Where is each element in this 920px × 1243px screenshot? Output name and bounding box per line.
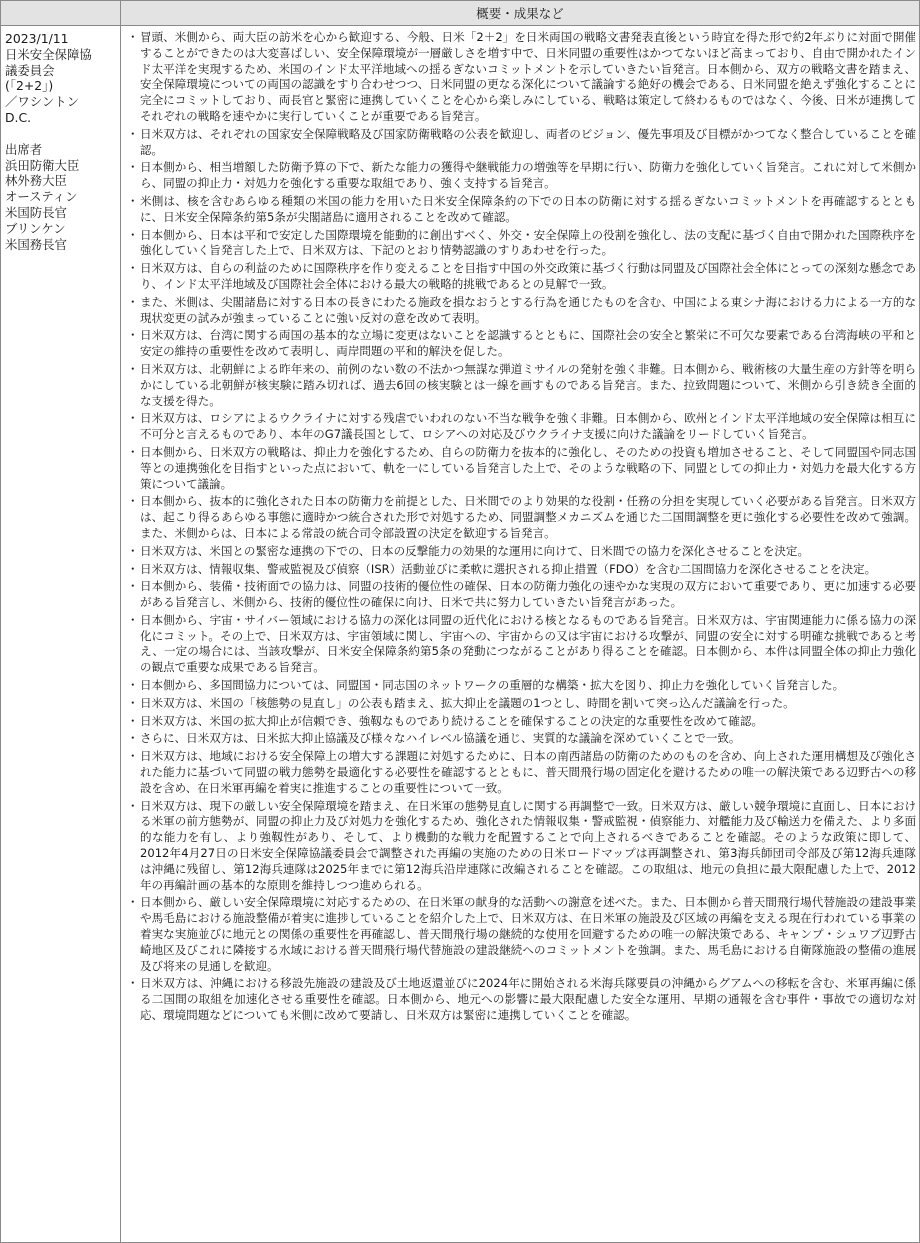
bullet-marker: ・ [127, 976, 139, 991]
meeting-name-line: 日米安全保障協 [5, 46, 92, 62]
summary-item [127, 445, 916, 492]
summary-item [127, 261, 916, 293]
summary-item-text: 日米双方は、それぞれの国家安全保障戦略及び国家防衛戦略の公表を歓迎し、両者のビジョン、優先事項及び目標がかつてなく整合していることを確認。 [140, 126, 916, 157]
summary-item-text: 日米双方は、米国との緊密な連携の下での、日本の反撃能力の効果的な運用に向けて、日米間での協力を深化させることを決定。 [140, 543, 810, 558]
summary-item [127, 544, 916, 560]
meeting-date: 2023/1/11 [5, 31, 69, 46]
bullet-marker: ・ [127, 30, 139, 44]
summary-item-text: 日米双方は、米国の「核態勢の見直し」の公表も踏まえ、拡大抑止を議題の1つとし、時間を割いて突っ込んだ議論を行った。 [140, 695, 795, 710]
bullet-marker: ・ [127, 294, 139, 309]
bullet-marker: ・ [127, 713, 139, 728]
summary-item [127, 362, 916, 409]
bullet-marker: ・ [127, 579, 139, 594]
bullet-marker: ・ [127, 612, 139, 627]
summary-item-text: さらに、日米双方は、日米拡大抑止協議及び様々なハイレベル協議を通じ、実質的な議論を深めていくことで一致。 [140, 731, 741, 746]
bullet-marker: ・ [127, 444, 139, 459]
summary-item-text: 米側は、核を含むあらゆる種類の米国の能力を用いた日米安全保障条約の下での日本の防衛に対する揺るぎないコミットメントを再確認するとともに、日米安全保障条約第5条が尖閣諸島に適用されることを改めて確認。 [140, 193, 916, 224]
summary-item [127, 562, 916, 578]
bullet-marker: ・ [127, 193, 139, 208]
summary-item-text: 日本側から、装備・技術面での協力は、同盟の技術的優位性の確保、日本の防衛力強化の速やかな実現の双方において重要であり、更に加速する必要がある旨発言し、米側から、技術的優位性の確保に向け、日米で共に努力していきたい旨発言があった。 [140, 579, 916, 610]
summary-item [127, 127, 916, 159]
summary-item-text: 日米双方は、米国の拡大抑止が信頼でき、強靱なものであり続けることを確保することの決定的な重要性を改めて確認。 [140, 713, 764, 728]
bullet-marker: ・ [127, 561, 139, 576]
summary-list [127, 30, 916, 1024]
bullet-marker: ・ [127, 160, 139, 175]
bullet-marker: ・ [127, 678, 139, 693]
bullet-marker: ・ [127, 328, 139, 343]
bullet-marker: ・ [127, 261, 139, 276]
summary-item [127, 696, 916, 712]
summary-item-text: 日米双方は、ロシアによるウクライナに対する残虐でいわれのない不当な戦争を強く非難。日本側から、欧州とインド太平洋地域の安全保障は相互に不可分と言えるものであり、本年のG7議長国として、ロシアへの対応及びウクライナ支援に向けた議論をリードしていく旨発言。 [140, 411, 916, 442]
meeting-place-line: ／ワシントン [5, 94, 80, 110]
attendee: 林外務大臣 [5, 173, 67, 189]
summary-item [127, 714, 916, 730]
summary-item-text: 日本側から、抜本的に強化された日本の防衛力を前提とした、日米間でのより効果的な役割・任務の分担を実現していく必要がある旨発言。日米双方は、起こり得るあらゆる事態に適時かつ統合された形で対処するため、同盟調整メカニズムを通じた二国間調整を更に強化する必要性を改めて強調。また、米側からは、日本による常設の統合司令部設置の決定を歓迎する旨発言。 [140, 494, 916, 540]
summary-item-text: 日米双方は、北朝鮮による昨年来の、前例のない数の不法かつ無謀な弾道ミサイルの発射を強く非難。日本側から、戦術核の大量生産の方針等を明らかにしている北朝鮮が核実験に踏み切れば、過去6回の核実験とは一線を画すものである旨発言。また、拉致問題について、米側から引き続き全面的な支援を得た。 [140, 361, 916, 408]
summary-item-text: 日本側から、日本は平和で安定した国際環境を能動的に創出すべく、外交・安全保障上の役割を強化し、法の支配に基づく自由で開かれた国際秩序を強化していく旨発言した上で、日米双方は、下記のとおり情勢認識のすりあわせを行った。 [140, 227, 916, 258]
summary-item [127, 194, 916, 226]
summary-item [127, 295, 916, 327]
bullet-marker: ・ [127, 798, 139, 813]
attendee: ブリンケン [5, 220, 66, 236]
summary-cell [121, 26, 920, 1243]
table-header-row [1, 1, 920, 26]
summary-item [127, 228, 916, 260]
meeting-place-line: D.C. [5, 109, 32, 125]
summary-item [127, 160, 916, 192]
meeting-name-line: (「2+2」) [5, 78, 54, 94]
summary-item-text: 日本側から、日米双方の戦略は、抑止力を強化するため、自らの防衛力を抜本的に強化し、そのための投資も増加させること、そして同盟国や同志国等との連携強化を目指すといった点において、軌を一にしている旨発言した上で、そのような戦略の下、同盟としての抑止力・対処力を最大化する方策について議論。 [140, 444, 916, 491]
summary-item [127, 328, 916, 360]
summary-item-text: 日米双方は、情報収集、警戒監視及び偵察（ISR）活動並びに柔軟に選択される抑止措置（FDO）を含む二国間協力を深化させることを決定。 [140, 561, 877, 576]
summary-item [127, 613, 916, 676]
bullet-marker: ・ [127, 361, 139, 376]
attendee: オースティン [5, 189, 78, 205]
bullet-marker: ・ [127, 126, 139, 141]
summary-item [127, 678, 916, 694]
summary-item [127, 494, 916, 541]
spacer [5, 126, 116, 142]
summary-item [127, 976, 916, 1023]
summary-item-text: また、米側は、尖閣諸島に対する日本の長きにわたる施政を損なおうとする行為を通じたものを含む、中国による東シナ海における力による一方的な現状変更の試みが強まっていることに強い反対の意を改めて表明。 [140, 294, 916, 325]
summary-item [127, 30, 916, 125]
summary-item [127, 579, 916, 611]
header-col-meeting [1, 1, 121, 26]
summary-item [127, 731, 916, 747]
bullet-marker: ・ [127, 543, 139, 558]
summary-item-text: 日米双方は、現下の厳しい安全保障環境を踏まえ、在日米軍の態勢見直しに関する再調整で一致。日米双方は、厳しい競争環境に直面し、日本における米軍の前方態勢が、同盟の抑止力及び対処力を強化するため、強化された情報収集・警戒監視・偵察能力、対艦能力及び輸送力を備えた、より多面的な能力を有し、より強靱性があり、そして、より機動的な戦力を配置することで向上されるべきであることを確認。そのような政策に即して、2012年4月27日の日米安全保障協議委員会で調整された再編の実施のための日米ロードマップは再調整され、第3海兵師団司令部及び第12海兵連隊は沖縄に残留し、第12海兵連隊は2025年までに第12海兵沿岸連隊に改編されることを確認。この取組は、地元の負担に最大限配慮した上で、2012年の再編計画の基本的な原則を維持しつつ進められる。 [140, 798, 916, 892]
attendee: 米国務長官 [5, 236, 67, 252]
bullet-marker: ・ [127, 895, 139, 910]
bullet-marker: ・ [127, 695, 139, 710]
header-col-summary: 概要・成果など [121, 1, 920, 26]
attendees-label: 出席者 [5, 141, 43, 157]
bullet-marker: ・ [127, 227, 139, 242]
bullet-marker: ・ [127, 494, 139, 509]
summary-item-text: 日本側から、相当増額した防衛予算の下で、新たな能力の獲得や継戦能力の増強等を早期に行い、防衛力を強化していく旨発言。これに対して米側から、同盟の抑止力・対処力を強化する重要な取組であり、強く支持する旨発言。 [140, 160, 916, 191]
summary-item-text: 日本側から、厳しい安全保障環境に対応するための、在日米軍の献身的な活動への謝意を述べた。また、日本側から普天間飛行場代替施設の建設事業や馬毛島における施設整備が着実に進捗していることを紹介した上で、日米双方は、在日米軍の施設及び区域の再編を支える現在行われている事業の着実な実施並びに地元との関係の重要性を再確認し、普天間飛行場の継続的な使用を回避するための唯一の解決策である、キャンプ・シュワブ辺野古崎地区及びこれに隣接する水域における普天間飛行場代替施設の建設継続へのコミットメントを強調。また、馬毛島における自衛隊施設の整備の進展及び将来の見通しを歓迎。 [140, 895, 916, 973]
summary-item-text: 日米双方は、地域における安全保障上の増大する課題に対処するために、日本の南西諸島の防衛のためのものを含め、向上された運用構想及び強化された能力に基づいて同盟の戦力態勢を最適化する必要性を確認するとともに、普天間飛行場の固定化を避けるための唯一の解決策である辺野古への移設を含め、在日米軍再編を着実に推進することの重要性について一致。 [140, 749, 916, 795]
attendee: 浜田防衛大臣 [5, 157, 80, 173]
attendee: 米国防長官 [5, 204, 67, 220]
meeting-name-line: 議委員会 [5, 62, 55, 78]
meeting-info-cell [1, 26, 121, 1243]
summary-item-text: 日米双方は、台湾に関する両国の基本的な立場に変更はないことを認識するとともに、国際社会の安全と繁栄に不可欠な要素である台湾海峡の平和と安定の維持の重要性を改めて表明し、両岸問題の平和的解決を促した。 [140, 328, 916, 359]
summary-item [127, 799, 916, 894]
table-row [1, 26, 920, 1243]
bullet-marker: ・ [127, 731, 139, 746]
bullet-marker: ・ [127, 411, 139, 426]
summary-item-text: 日米双方は、自らの利益のために国際秩序を作り変えることを目指す中国の外交政策に基づく行動は同盟及び国際社会全体にとっての深刻な懸念であり、インド太平洋地域及び国際社会全体における最大の戦略的挑戦であるとの見解で一致。 [140, 261, 916, 291]
summary-item [127, 895, 916, 974]
summary-item [127, 411, 916, 443]
summary-item-text: 日本側から、宇宙・サイバー領域における協力の深化は同盟の近代化における核となるものである旨発言。日米双方は、宇宙関連能力に係る協力の深化にコミット。その上で、日米双方は、宇宙領域に関し、宇宙への、宇宙からの又は宇宙における攻撃が、同盟の安全に対する明確な挑戦であると考え、一定の場合には、当該攻撃が、日米安全保障条約第5条の発動につながることがあり得ることを確認。日本側から、本件は同盟全体の抑止力強化の観点で重要な成果である旨発言。 [140, 612, 916, 675]
summary-item-text: 冒頭、米側から、両大臣の訪米を心から歓迎する、今般、日米「2＋2」を日米両国の戦略文書発表直後という時宜を得た形で約2年ぶりに対面で開催することができたのは大変喜ばしい、安全保障環境が一層厳しさを増す中で、日米同盟の重要性はかつてないほど高まっており、自由で開かれたインド太平洋を実現するため、米国のインド太平洋地域への揺るぎないコミットメントを示していきたい旨発言。日本側から、双方の戦略文書を踏まえ、安全保障環境についての両国の認識をすり合わせつつ、日米同盟の更なる深化について議論する絶好の機会である、日米同盟を絶えず強化することに完全にコミットしており、両長官と緊密に連携していくことを心から楽しみにしている、戦略は策定して終わるものではなく、今後、日米が連携してそれぞれの戦略を速やかに実行していくことが重要である旨発言。 [140, 30, 916, 123]
bullet-marker: ・ [127, 749, 139, 764]
summary-item-text: 日本側から、多国間協力については、同盟国・同志国のネットワークの重層的な構築・拡大を図り、抑止力を強化していく旨発言した。 [140, 678, 845, 693]
summary-item-text: 日米双方は、沖縄における移設先施設の建設及び土地返還並びに2024年に開始される米海兵隊要員の沖縄からグアムへの移転を含む、米軍再編に係る二国間の取組を加速化させる重要性を確認。日本側から、地元への影響に最大限配慮した安全な運用、早期の通報を含む事件・事故での適切な対応、環境問題などについても米側に改めて要請し、日米双方は緊密に連携していくことを確認。 [140, 976, 916, 1023]
summary-item [127, 749, 916, 796]
